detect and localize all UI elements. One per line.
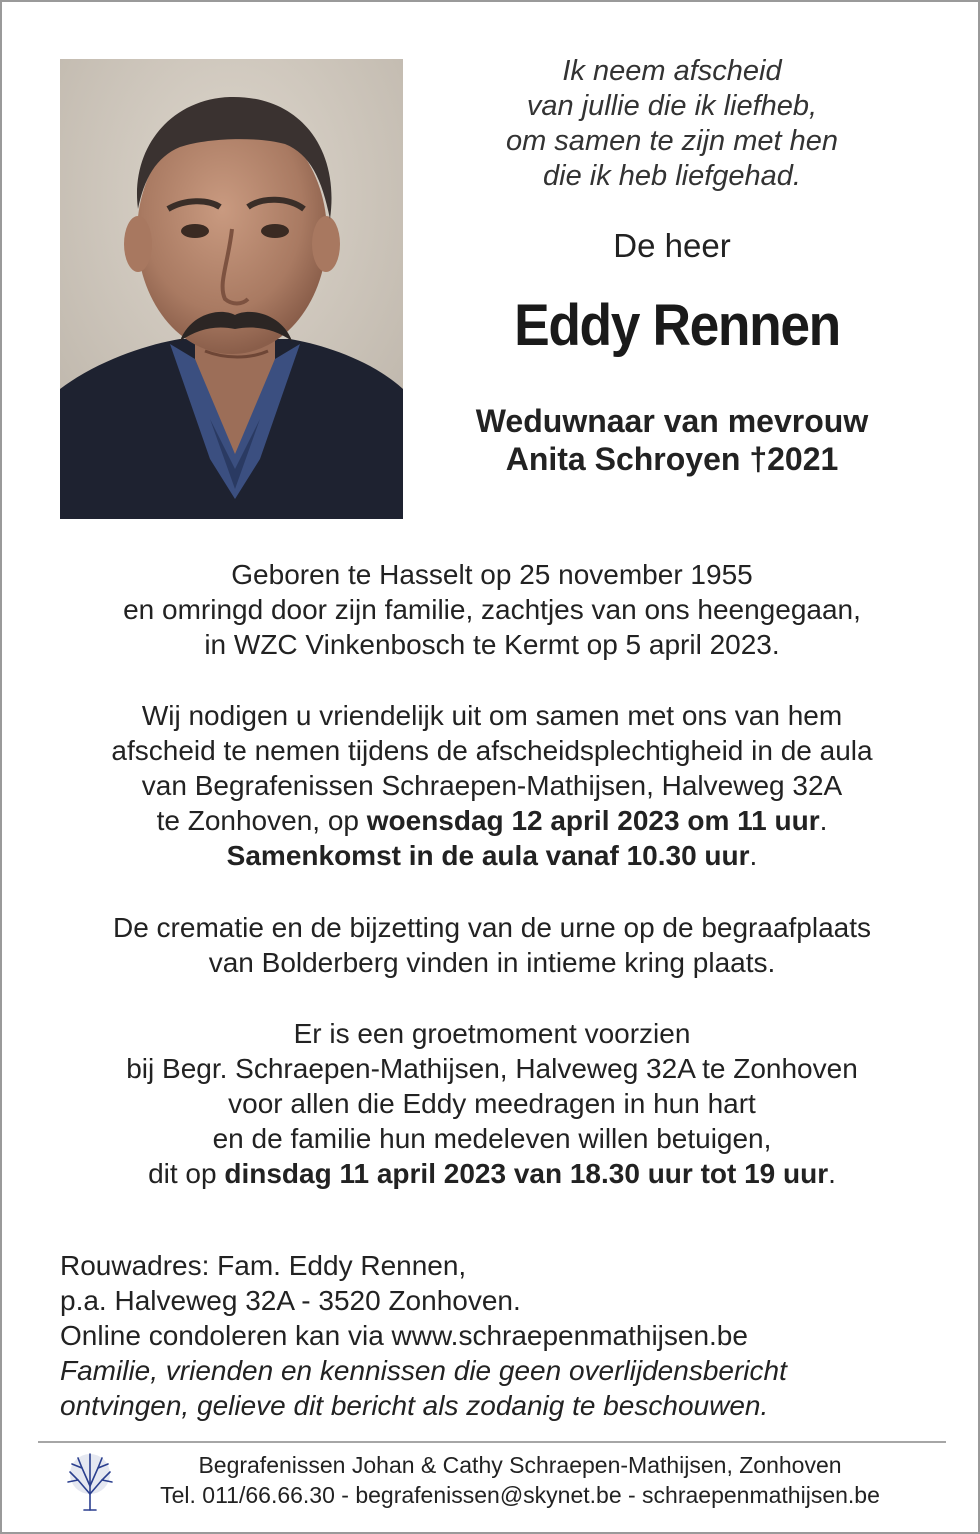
text-line: De crematie en de bijzetting van de urne op de begraafplaats — [112, 912, 872, 943]
tree-icon — [62, 1450, 118, 1512]
text-fragment: . — [828, 1158, 836, 1189]
birth-death-paragraph — [32, 557, 952, 662]
mourning-address — [60, 1248, 940, 1423]
address-line: Rouwadres: Fam. Eddy Rennen, — [60, 1250, 467, 1281]
text-fragment: . — [749, 840, 758, 871]
text-line: van Begrafenissen Schraepen-Mathijsen, Halveweg 32A — [141, 770, 843, 801]
poem-line: Ik neem afscheid — [562, 55, 782, 87]
deceased-name: Eddy Rennen — [514, 293, 840, 358]
notice-line: Familie, vrienden en kennissen die geen overlijdensbericht — [60, 1355, 787, 1386]
address-line: p.a. Halveweg 32A - 3520 Zonhoven. — [60, 1285, 521, 1316]
portrait-image — [60, 59, 403, 519]
footer-contact: Tel. 011/66.66.30 - begrafenissen@skynet.be - schraepenmathijsen.be — [160, 1482, 880, 1508]
text-line: van Bolderberg vinden in intieme kring plaats. — [208, 947, 776, 978]
text-line: en de familie hun medeleven willen betuigen, — [212, 1123, 772, 1154]
ceremony-paragraph — [32, 698, 952, 873]
funeral-home-footer — [120, 1450, 920, 1510]
honorific: De heer — [613, 227, 731, 264]
text-line: bij Begr. Schraepen-Mathijsen, Halveweg 32A te Zonhoven — [126, 1053, 858, 1084]
ceremony-date: woensdag 12 april 2023 om 11 uur — [366, 805, 820, 836]
condolence-line: Online condoleren kan via www.schraepenmathijsen.be — [60, 1320, 748, 1351]
text-line: voor allen die Eddy meedragen in hun hart — [228, 1088, 756, 1119]
visitation-date: dinsdag 11 april 2023 van 18.30 uur tot 19 uur — [224, 1158, 829, 1189]
text-line: Geboren te Hasselt op 25 november 1955 — [231, 559, 753, 590]
footer-company: Begrafenissen Johan & Cathy Schraepen-Mathijsen, Zonhoven — [198, 1452, 842, 1478]
visitation-paragraph — [32, 1016, 952, 1191]
gathering-time: Samenkomst in de aula vanaf 10.30 uur — [226, 840, 750, 871]
text-line: Er is een groetmoment voorzien — [293, 1018, 691, 1049]
footer-divider — [38, 1441, 946, 1443]
portrait-photo — [60, 59, 403, 519]
spouse-info — [422, 402, 922, 478]
text-line: in WZC Vinkenbosch te Kermt op 5 april 2023. — [204, 629, 780, 660]
poem-line: die ik heb liefgehad. — [543, 160, 801, 192]
notice-line: ontvingen, gelieve dit bericht als zodanig te beschouwen. — [60, 1390, 769, 1421]
poem — [432, 54, 912, 194]
text-fragment: te Zonhoven, op — [156, 805, 367, 836]
poem-line: om samen te zijn met hen — [505, 125, 839, 157]
text-line — [32, 1156, 952, 1191]
text-fragment: dit op — [148, 1158, 225, 1189]
text-line: Wij nodigen u vriendelijk uit om samen met ons van hem — [141, 700, 843, 731]
text-line: afscheid te nemen tijdens de afscheidsplechtigheid in de aula — [111, 735, 873, 766]
text-line: en omringd door zijn familie, zachtjes van ons heengegaan, — [123, 594, 861, 625]
text-fragment: . — [819, 805, 828, 836]
spouse-line: Weduwnaar van mevrouw — [475, 403, 869, 439]
text-line — [32, 803, 952, 838]
poem-line: van jullie die ik liefheb, — [526, 90, 818, 122]
spouse-line: Anita Schroyen †2021 — [505, 441, 839, 477]
cremation-paragraph — [32, 910, 952, 980]
text-line — [32, 838, 952, 873]
